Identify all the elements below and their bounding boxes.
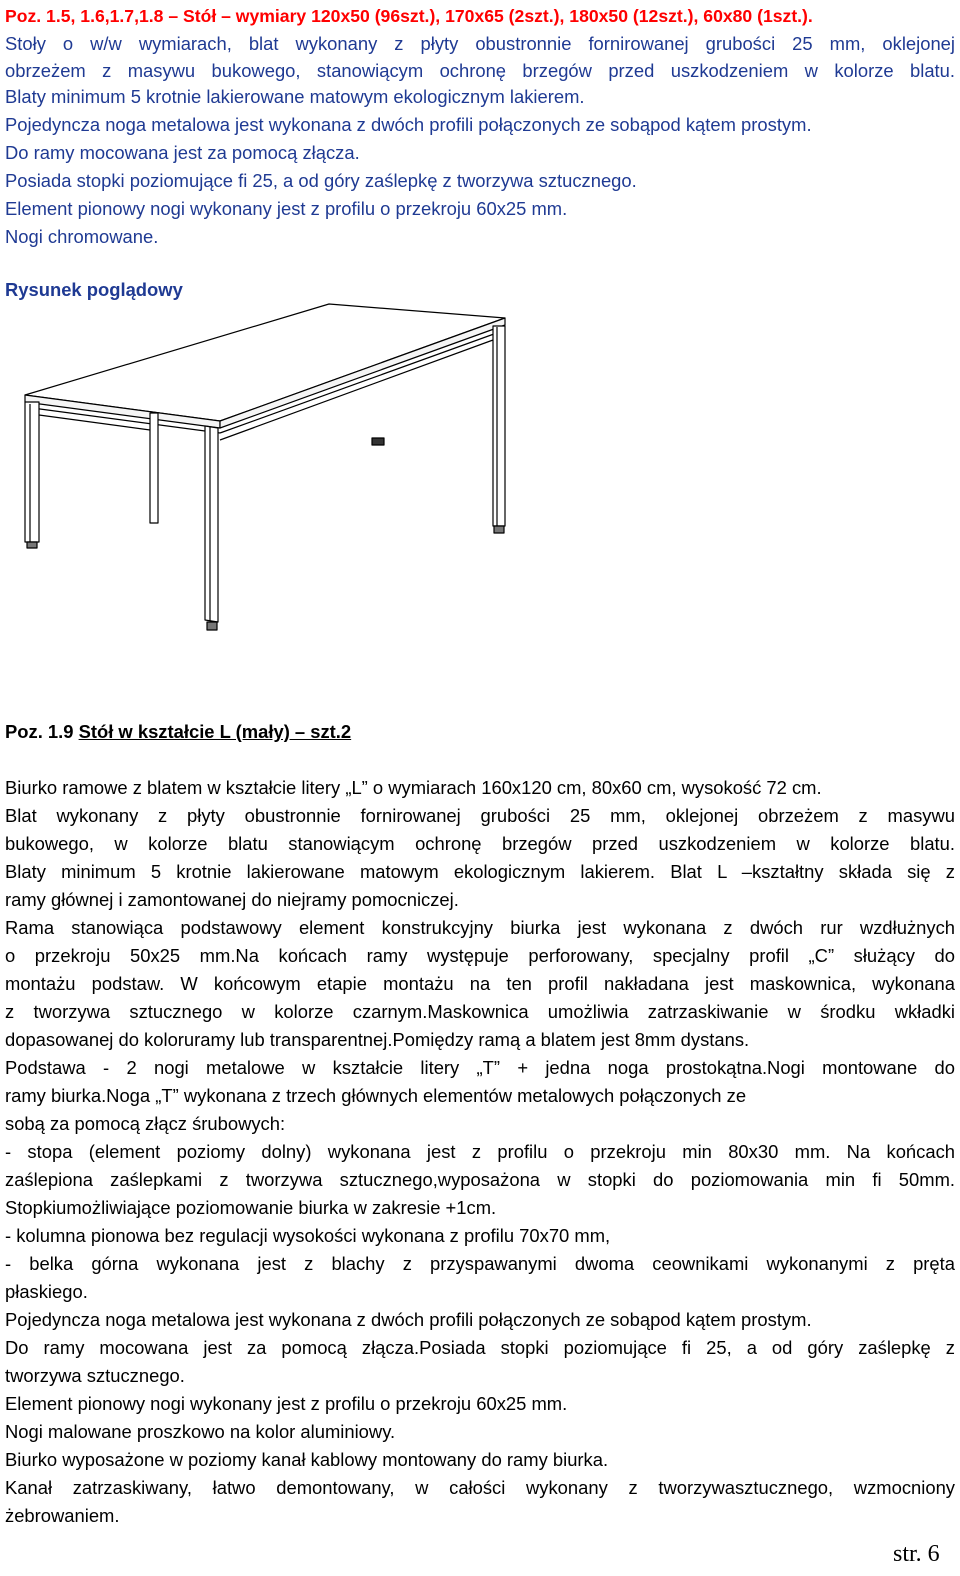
section2-line: ramy głównej i zamontowanej do niejramy pomocniczej. bbox=[5, 889, 459, 910]
section2-line: Blaty minimum 5 krotnie lakierowane matowym ekologicznym lakierem. Blat L –kształtny składa się z bbox=[5, 861, 955, 882]
section2-line: bukowego, w kolorze blatu stanowiącym ochronę brzegów przed uszkodzeniem w kolorze blatu. bbox=[5, 833, 955, 854]
section2-line: o przekroju 50x25 mm.Na końcach ramy występuje perforowany, specjalny profil „C” służący do bbox=[5, 945, 955, 966]
section2-line: - kolumna pionowa bez regulacji wysokości wykonana z profilu 70x70 mm, bbox=[5, 1225, 611, 1246]
section2-line: żebrowaniem. bbox=[5, 1505, 120, 1526]
section2-line: z tworzywa sztucznego w kolorze czarnym.Maskownica umożliwia zatrzaskiwanie w środku wkładki bbox=[5, 1001, 955, 1022]
section2-line: Biurko ramowe z blatem w kształcie litery „L” o wymiarach 160x120 cm, 80x60 cm, wysokość 72 cm. bbox=[5, 777, 822, 798]
section1-line: Element pionowy nogi wykonany jest z profilu o przekroju 60x25 mm. bbox=[5, 198, 568, 219]
section2-line: płaskiego. bbox=[5, 1281, 88, 1302]
section2-line: ramy biurka.Noga „T” wykonana z trzech głównych elementów metalowych połączonych ze bbox=[5, 1085, 747, 1106]
section1-line: obrzeżem z masywu bukowego, stanowiącym ochronę brzegów przed uszkodzeniem w kolorze blatu. bbox=[5, 60, 955, 81]
page-number: str. 6 bbox=[893, 1541, 940, 1567]
table-drawing-icon bbox=[0, 300, 520, 640]
section2-line: Element pionowy nogi wykonany jest z profilu o przekroju 60x25 mm. bbox=[5, 1393, 568, 1414]
section2-line: Stopkiumożliwiające poziomowanie biurka w zakresie +1cm. bbox=[5, 1197, 497, 1218]
section1-line: Nogi chromowane. bbox=[5, 226, 159, 247]
section2-heading-title: Stół w kształcie L (mały) – szt.2 bbox=[78, 721, 352, 742]
section2-line: Biurko wyposażone w poziomy kanał kablowy montowany do ramy biurka. bbox=[5, 1449, 609, 1470]
section2-line: montażu podstaw. W końcowym etapie montażu na ten profil nakładana jest maskownica, wykonana bbox=[5, 973, 955, 994]
section2-line: - belka górna wykonana jest z blachy z przyspawanymi dwoma ceownikami wykonanymi z pręta bbox=[5, 1253, 955, 1274]
section2-line: Podstawa - 2 nogi metalowe w kształcie litery „T” + jedna noga prostokątna.Nogi montowane do bbox=[5, 1057, 955, 1078]
section2-line: Do ramy mocowana jest za pomocą złącza.Posiada stopki poziomujące fi 25, a od góry zaślepkę z bbox=[5, 1337, 955, 1358]
section2-heading-prefix: Poz. 1.9 bbox=[5, 721, 79, 742]
section2-line: Rama stanowiąca podstawowy element konstrukcyjny biurka jest wykonana z dwóch rur wzdłużnych bbox=[5, 917, 955, 938]
section2-line: Blat wykonany z płyty obustronnie fornirowanej grubości 25 mm, oklejonej obrzeżem z masywu bbox=[5, 805, 955, 826]
section2-line: Kanał zatrzaskiwany, łatwo demontowany, w całości wykonany z tworzywaszt​ucznego, wzmocniony bbox=[5, 1477, 955, 1498]
figure-label: Rysunek poglądowy bbox=[5, 279, 183, 300]
section1-line: Do ramy mocowana jest za pomocą złącza. bbox=[5, 142, 360, 163]
section2-heading bbox=[5, 722, 351, 742]
section1-line: Pojedyncza noga metalowa jest wykonana z dwóch profili połączonych ze sobąpod kątem prostym. bbox=[5, 114, 812, 135]
section1-line: Posiada stopki poziomujące fi 25, a od góry zaślepkę z tworzywa sztucznego. bbox=[5, 170, 637, 191]
section1-heading: Poz. 1.5, 1.6,1.7,1.8 – Stół – wymiary 120x50 (96szt.), 170x65 (2szt.), 180x50 (12szt.), 60x80 (1szt.). bbox=[5, 6, 813, 26]
section2-line: - stopa (element poziomy dolny) wykonana jest z profilu o przekroju min 80x30 mm. Na końcach bbox=[5, 1141, 955, 1162]
section2-line: zaślepiona zaślepkami z tworzywa sztucznego,wyposażona w stopki do poziomowania min fi 50mm. bbox=[5, 1169, 955, 1190]
section2-line: Pojedyncza noga metalowa jest wykonana z dwóch profili połączonych ze sobąpod kątem prostym. bbox=[5, 1309, 812, 1330]
section1-line: Blaty minimum 5 krotnie lakierowane matowym ekologicznym lakierem. bbox=[5, 86, 585, 107]
section2-line: sobą za pomocą złącz śrubowych: bbox=[5, 1113, 286, 1134]
section2-line: Nogi malowane proszkowo na kolor aluminiowy. bbox=[5, 1421, 396, 1442]
section2-line: tworzywa sztucznego. bbox=[5, 1365, 185, 1386]
section2-line: dopasowanej do koloruramy lub transparentnej.Pomiędzy ramą a blatem jest 8mm dystans. bbox=[5, 1029, 750, 1050]
section1-line: Stoły o w/w wymiarach, blat wykonany z płyty obustronnie fornirowanej grubości 25 mm, oklejonej bbox=[5, 33, 955, 54]
